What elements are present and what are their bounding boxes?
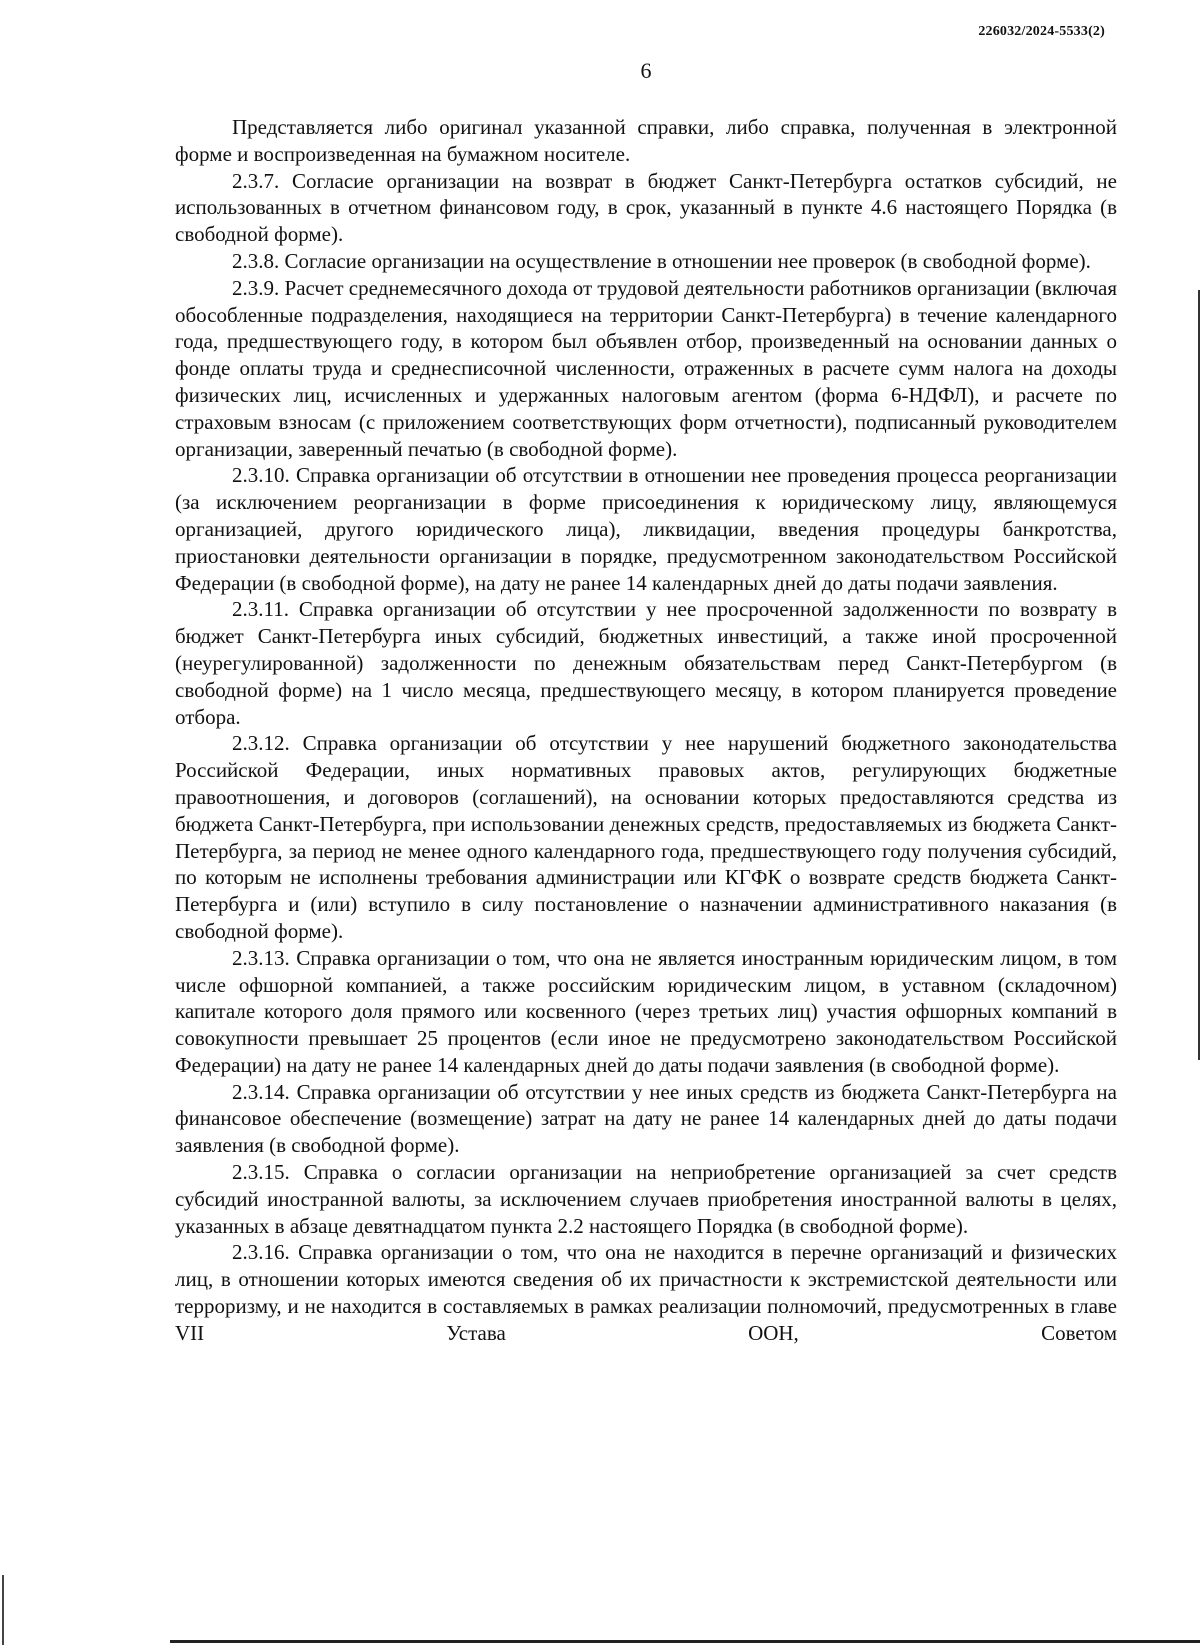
document-body <box>175 114 1117 1347</box>
document-number: 226032/2024-5533(2) <box>978 24 1105 39</box>
paragraph-2-3-11: 2.3.11. Справка организации об отсутствии у нее просроченной задолженности по возврату в бюджет Санкт-Петербурга иных субсидий, бюджетных инвестиций, а также иной просроченной (неурегулированной) задолженности по денежным обязательствам перед Санкт-Петербургом (в свободной форме) на 1 число месяца, предшествующего месяцу, в котором планируется проведение отбора. <box>175 597 1117 729</box>
paragraph-2-3-13: 2.3.13. Справка организации о том, что она не является иностранным юридическим лицом, в том числе офшорной компанией, а также российским юридическим лицом, в уставном (складочном) капитале которого доля прямого или косвенного (через третьих лиц) участия офшорных компаний в совокупности превышает 25 процентов (если иное не предусмотрено законодательством Российской Федерации) на дату не ранее 14 календарных дней до даты подачи заявления (в свободной форме). <box>175 945 1117 1077</box>
paragraph-2-3-9: 2.3.9. Расчет среднемесячного дохода от трудовой деятельности работников организации (включая обособленные подразделения, находящиеся на территории Санкт-Петербурга) в течение календарного года, предшествующего году, в котором был объявлен отбор, произведенный на основании данных о фонде оплаты труда и среднесписочной численности, отраженных в расчете сумм налога на доходы физических лиц, исчисленных и удержанных налоговым агентом (форма 6-НДФЛ), и расчете по страховым взносам (с приложением соответствующих форм отчетности), подписанный руководителем организации, заверенный печатью (в свободной форме). <box>175 275 1117 461</box>
paragraph-2-3-14: 2.3.14. Справка организации об отсутствии у нее иных средств из бюджета Санкт-Петербурга на финансовое обеспечение (возмещение) затрат на дату не ранее 14 календарных дней до даты подачи заявления (в свободной форме). <box>175 1079 1117 1158</box>
paragraph-2-3-12: 2.3.12. Справка организации об отсутствии у нее нарушений бюджетного законодательства Российской Федерации, иных нормативных правовых актов, регулирующих бюджетные правоотношения, и договоров (соглашений), на основании которых предоставляются средства из бюджета Санкт-Петербурга, при использовании денежных средств, предоставляемых из бюджета Санкт-Петербурга, за период не менее одного календарного года, предшествующего году получения субсидий, по которым не исполнены требования администрации или КГФК о возврате средств бюджета Санкт-Петербурга и (или) вступило в силу постановление о назначении административного наказания (в свободной форме). <box>175 731 1117 943</box>
paragraph-2-3-15: 2.3.15. Справка о согласии организации на неприобретение организацией за счет средств субсидий иностранной валюты, за исключением случаев приобретения иностранной валюты в целях, указанных в абзаце девятнадцатом пункта 2.2 настоящего Порядка (в свободной форме). <box>175 1160 1117 1238</box>
paragraph-2-3-8: 2.3.8. Согласие организации на осуществление в отношении нее проверок (в свободной форме). <box>232 248 1091 273</box>
scan-edge-left <box>2 1575 4 1645</box>
paragraph-2-3-16: 2.3.16. Справка организации о том, что она не находится в перечне организаций и физических лиц, в отношении которых имеются сведения об их причастности к экстремистской деятельности или терроризму, и не находится в составляемых в рамках реализации полномочий, предусмотренных в главе VII Устава ООН, Советом <box>175 1240 1117 1345</box>
paragraph-intro: Представляется либо оригинал указанной справки, либо справка, полученная в электронной форме и воспроизведенная на бумажном носителе. <box>175 115 1117 166</box>
paragraph-2-3-7: 2.3.7. Согласие организации на возврат в бюджет Санкт-Петербурга остатков субсидий, не использованных в отчетном финансовом году, в срок, указанный в пункте 4.6 настоящего Порядка (в свободной форме). <box>175 168 1117 247</box>
page-number: 6 <box>640 58 652 83</box>
paragraph-2-3-10: 2.3.10. Справка организации об отсутствии в отношении нее проведения процесса реорганизации (за исключением реорганизации в форме присоединения к юридическому лицу, являющемуся организацией, другого юридического лица), ликвидации, введения процедуры банкротства, приостановки деятельности организации в порядке, предусмотренном законодательством Российской Федерации (в свободной форме), на дату не ранее 14 календарных дней до даты подачи заявления. <box>175 463 1117 595</box>
scan-edge-bottom <box>170 1640 1200 1643</box>
